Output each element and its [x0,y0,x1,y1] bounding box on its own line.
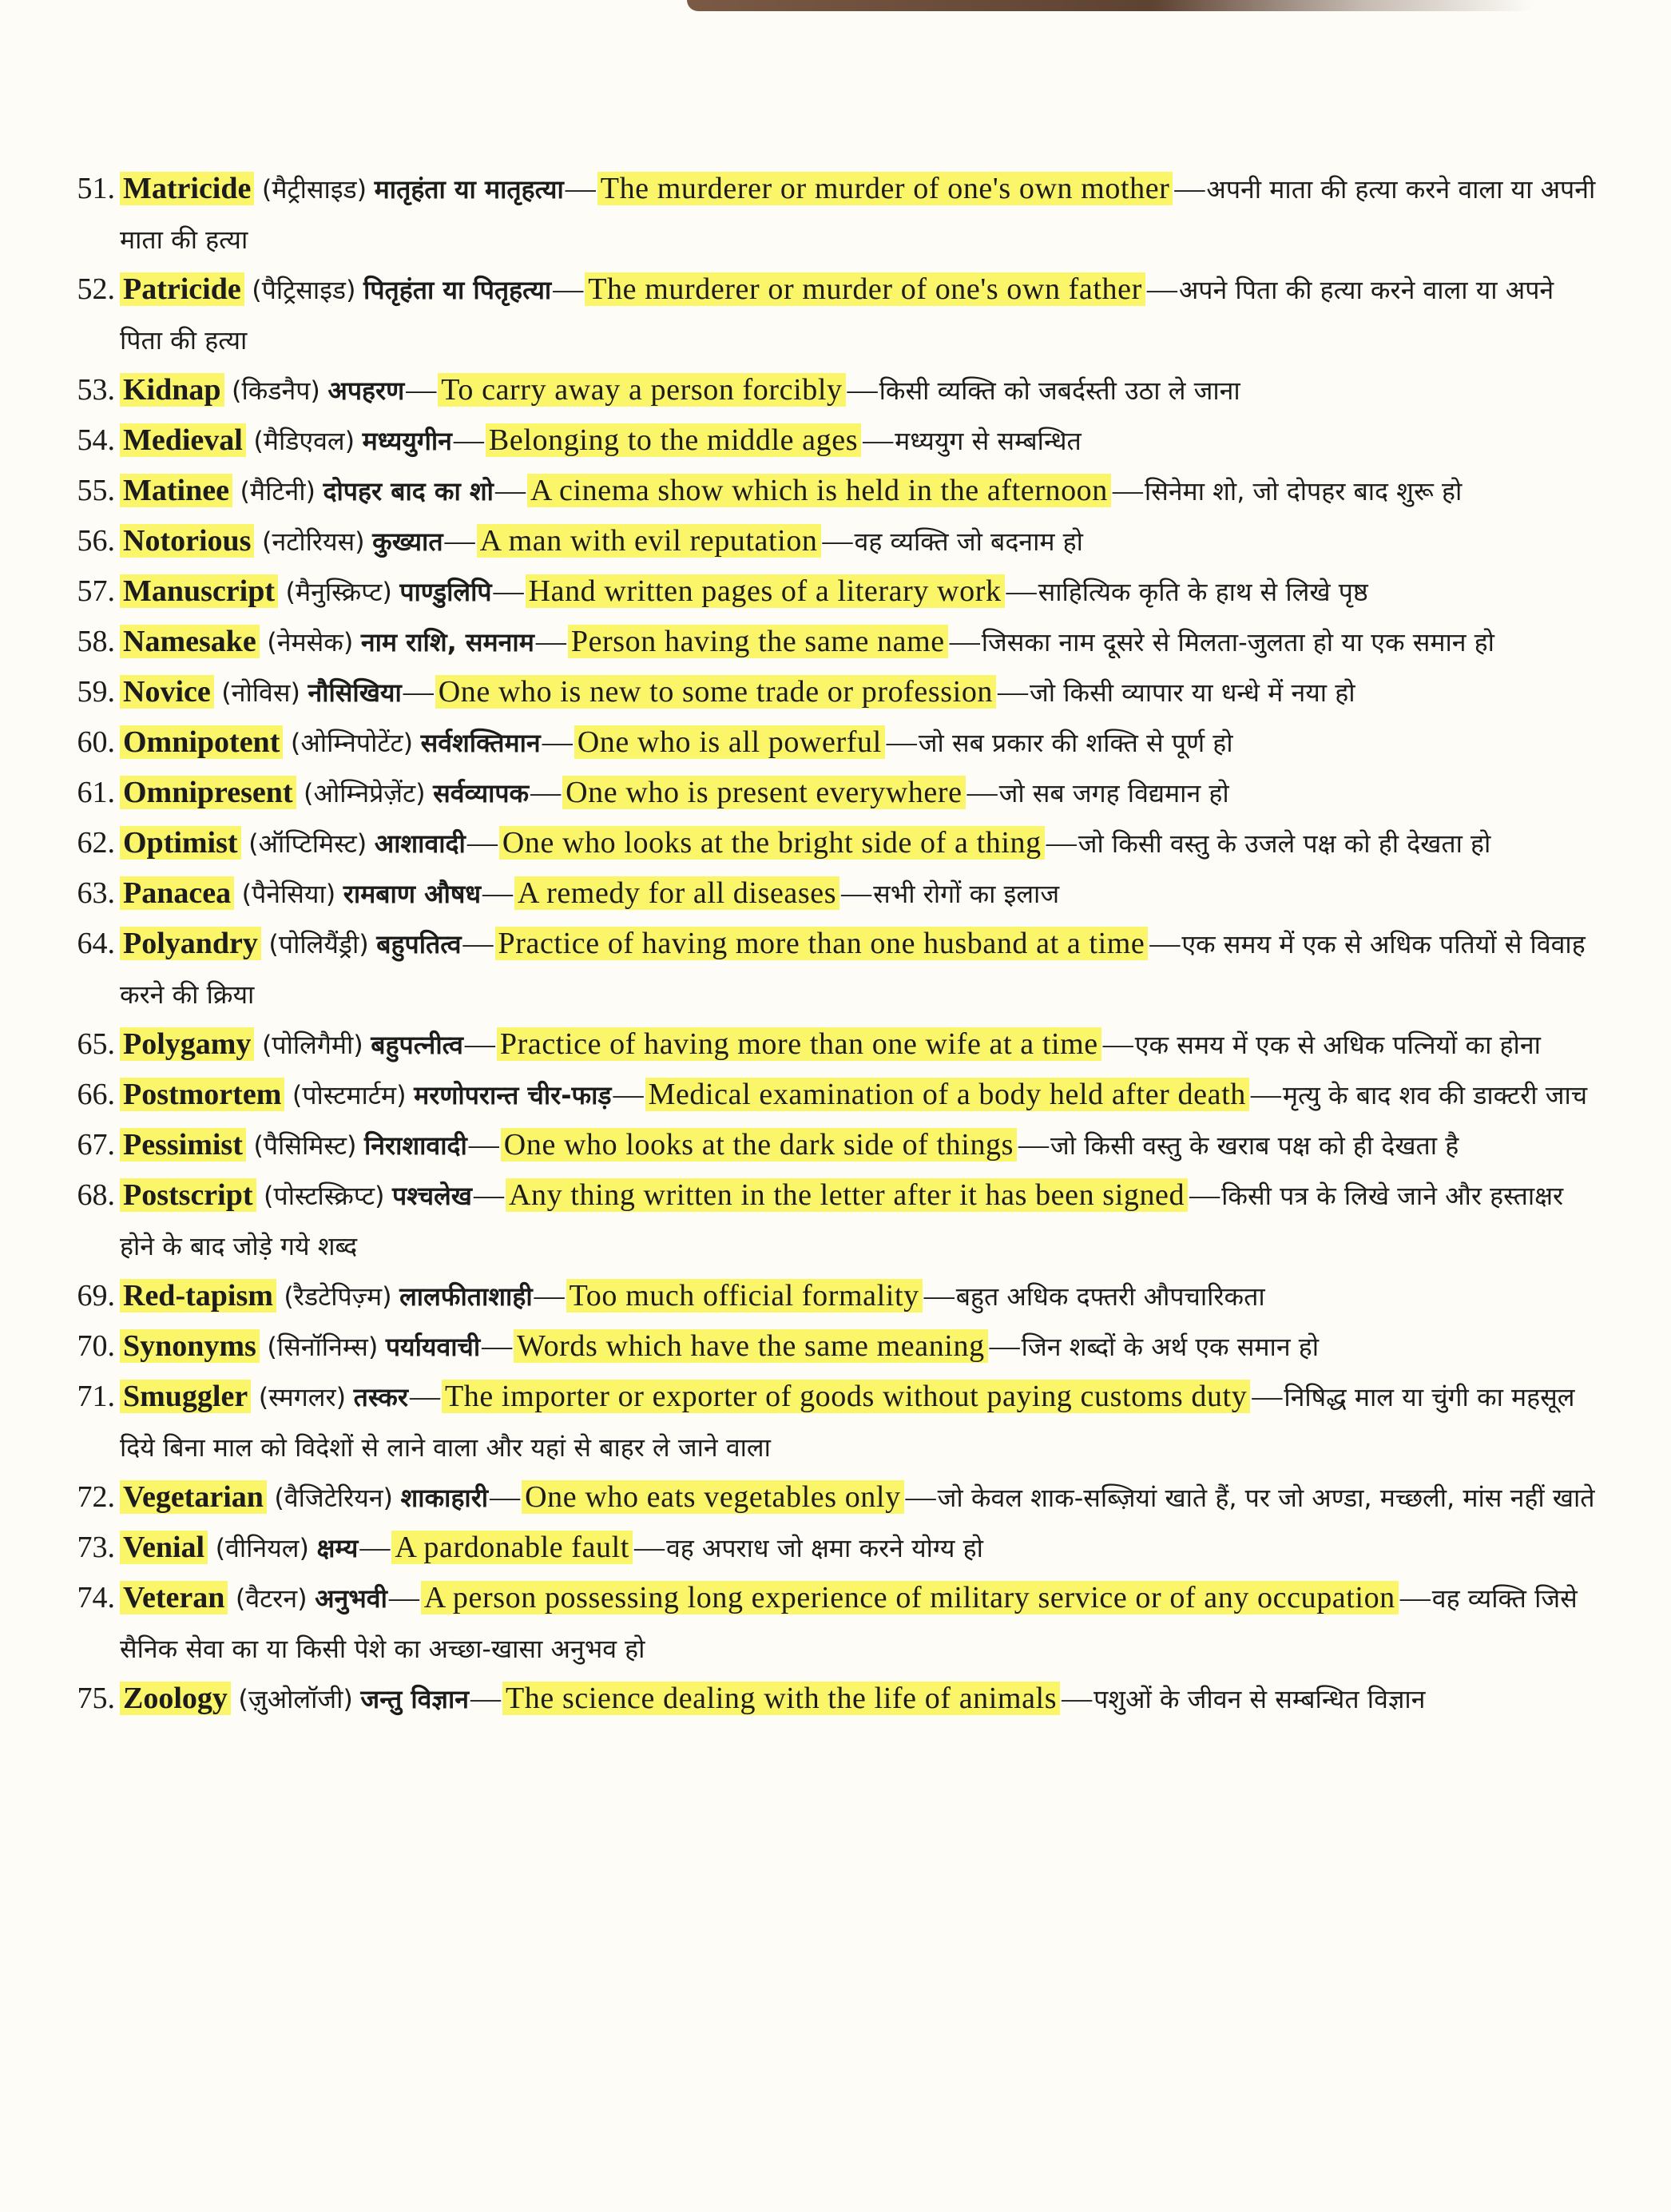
hindi-meaning: जो केवल शाक-सब्ज़ियां खाते हैं, पर जो अण्डा, मच्छली, मांस नहीं खाते [937,1483,1595,1513]
english-word: Veteran [120,1581,228,1614]
dash-separator: — [841,876,872,910]
hindi-meaning: किसी पत्र के लिखे जाने और हस्ताक्षर होने के बाद जोड़े गये शब्द [120,1181,1564,1261]
hindi-meaning: मृत्यु के बाद शव की डाक्टरी जाच [1282,1080,1588,1110]
vocabulary-entry [0,1070,1671,1120]
vocabulary-entry [0,818,1671,868]
dash-separator: — [998,675,1029,709]
dash-separator: — [1250,1078,1281,1111]
hindi-meaning: मध्ययुग से सम्बन्धित [895,426,1082,456]
dash-separator: — [482,1329,513,1363]
english-definition: Medical examination of a body held after death [645,1078,1249,1111]
dash-separator: — [535,625,566,658]
english-word: Smuggler [120,1380,251,1413]
hindi-term: सर्वव्यापक [433,778,530,808]
entry-number: 75. [77,1682,115,1715]
english-word: Polyandry [120,927,261,960]
hindi-term: आशावादी [374,828,466,859]
vocabulary-entry [0,1120,1671,1170]
vocabulary-entry [0,516,1671,566]
pronunciation: (नोविस) [221,677,300,708]
english-word: Medieval [120,423,246,457]
vocabulary-entry [0,1523,1671,1573]
dash-separator: — [1174,172,1205,205]
pronunciation: (मैटिनी) [240,476,316,506]
dash-separator: — [1112,474,1143,507]
entry-number: 59. [77,675,115,709]
entry-number: 71. [77,1380,115,1413]
entry-number: 72. [77,1480,115,1514]
pronunciation: (ज़ुओलॉजी) [238,1684,353,1714]
hindi-term: क्षम्य [316,1533,359,1563]
entry-number: 54. [77,423,115,457]
vocabulary-entry [0,1019,1671,1070]
hindi-meaning: वह व्यक्ति जिसे सैनिक सेवा का या किसी पेशे का अच्छा-खासा अनुभव हो [120,1583,1578,1664]
dash-separator: — [1252,1380,1283,1413]
pronunciation: (ऑप्टिमिस्ट) [248,828,367,859]
vocabulary-entry [0,1472,1671,1523]
english-definition: A remedy for all diseases [514,876,839,910]
english-definition: Any thing written in the letter after it has been signed [506,1178,1188,1212]
english-word: Namesake [120,625,260,658]
entry-number: 74. [77,1581,115,1614]
vocabulary-entry [0,164,1671,264]
hindi-meaning: जो सब प्रकार की शक्ति से पूर्ण हो [918,728,1233,758]
english-word: Manuscript [120,574,278,608]
entry-number: 55. [77,474,115,507]
pronunciation: (मैनुस्क्रिप्ट) [285,577,392,607]
entry-number: 65. [77,1027,115,1061]
english-definition: Too much official formality [566,1279,923,1313]
vocabulary-entry [0,415,1671,466]
english-definition: The murderer or murder of one's own father [585,272,1145,306]
dash-separator: — [923,1279,955,1313]
dash-separator: — [444,524,475,558]
vocabulary-entry [0,919,1671,1019]
dash-separator: — [633,1531,665,1564]
entry-number: 51. [77,172,115,205]
hindi-meaning: पशुओं के जीवन से सम्बन्धित विज्ञान [1093,1684,1426,1714]
pronunciation: (सिनॉनिम्स) [267,1332,379,1362]
hindi-term: लालफीताशाही [399,1281,533,1312]
hindi-meaning: वह व्यक्ति जो बदनाम हो [854,526,1083,557]
pronunciation: (किडनैप) [232,375,320,406]
english-definition: The importer or exporter of goods without paying customs duty [442,1380,1250,1413]
dash-separator: — [468,1128,499,1162]
dash-separator: — [359,1531,391,1564]
entry-number: 68. [77,1178,115,1212]
dash-separator: — [388,1581,419,1614]
hindi-term: पर्यायवाची [385,1332,481,1362]
pronunciation: (मैट्रीसाइड) [261,174,367,205]
english-definition: One who looks at the dark side of things [501,1128,1017,1162]
vocabulary-entry [0,1321,1671,1372]
vocabulary-entry [0,868,1671,919]
english-definition: A man with evil reputation [477,524,821,558]
english-word: Venial [120,1531,208,1564]
english-definition: A cinema show which is held in the afternoon [527,474,1111,507]
dash-separator: — [822,524,853,558]
vocabulary-entry [0,264,1671,365]
english-word: Kidnap [120,373,224,407]
pronunciation: (नेमसेक) [267,627,354,657]
vocabulary-entry [0,365,1671,415]
hindi-meaning: अपने पिता की हत्या करने वाला या अपने पिता की हत्या [120,275,1554,355]
hindi-meaning: जिसका नाम दूसरे से मिलता-जुलता हो या एक समान हो [981,627,1494,657]
entry-number: 63. [77,876,115,910]
vocabulary-entry [0,466,1671,516]
english-word: Synonyms [120,1329,260,1363]
english-definition: The science dealing with the life of animals [502,1682,1060,1715]
english-word: Matinee [120,474,232,507]
hindi-term: जन्तु विज्ञान [360,1684,469,1714]
english-word: Pessimist [120,1128,246,1162]
vocabulary-entry [0,768,1671,818]
hindi-term: निराशावादी [363,1130,467,1161]
dash-separator: — [847,373,878,407]
english-word: Novice [120,675,214,709]
dash-separator: — [542,725,573,759]
dash-separator: — [565,172,596,205]
english-definition: To carry away a person forcibly [438,373,845,407]
english-definition: One who eats vegetables only [522,1480,904,1514]
vocabulary-entry [0,566,1671,617]
hindi-term: दोपहर बाद का शो [323,476,494,506]
hindi-term: मातृहंता या मातृहत्या [374,174,564,205]
entry-number: 73. [77,1531,115,1564]
entry-number: 64. [77,927,115,960]
vocabulary-entry [0,1573,1671,1674]
english-word: Vegetarian [120,1480,267,1514]
hindi-meaning: किसी व्यक्ति को जबर्दस्ती उठा ले जाना [879,375,1240,406]
dash-separator: — [949,625,980,658]
pronunciation: (पैसिमिस्ट) [253,1130,357,1161]
dash-separator: — [462,927,494,960]
hindi-meaning: बहुत अधिक दफ्तरी औपचारिकता [955,1281,1265,1312]
hindi-meaning: निषिद्ध माल या चुंगी का महसूल दिये बिना माल को विदेशों से लाने वाला और यहां से बाहर ले जाने वाला [120,1382,1575,1463]
english-definition: A pardonable fault [391,1531,633,1564]
english-word: Red-tapism [120,1279,276,1313]
dash-separator: — [1146,272,1177,306]
pronunciation: (ओम्निपोटेंट) [290,728,414,758]
pronunciation: (मैडिएवल) [253,426,355,456]
dash-separator: — [613,1078,644,1111]
hindi-meaning: वह अपराध जो क्षमा करने योग्य हो [665,1533,983,1563]
pronunciation: (नटोरियस) [261,526,365,557]
entry-number: 53. [77,373,115,407]
dash-separator: — [1399,1581,1431,1614]
vocabulary-entry [0,667,1671,717]
english-word: Patricide [120,272,244,306]
hindi-term: तस्कर [353,1382,408,1412]
dash-separator: — [1062,1682,1093,1715]
hindi-term: शाकाहारी [400,1483,489,1513]
english-word: Panacea [120,876,234,910]
english-word: Polygamy [120,1027,254,1061]
vocabulary-entry [0,617,1671,667]
hindi-term: बहुपतित्व [376,929,462,959]
dash-separator: — [494,474,526,507]
pronunciation: (वैटरन) [235,1583,308,1614]
hindi-meaning: सिनेमा शो, जो दोपहर बाद शुरू हो [1144,476,1463,506]
hindi-term: पितृहंता या पितृहत्या [363,275,552,305]
pronunciation: (पैनेसिया) [241,879,336,909]
dash-separator: — [1102,1027,1133,1061]
entry-number: 61. [77,776,115,809]
english-word: Optimist [120,826,241,860]
hindi-term: मरणोपरान्त चीर-फाड़ [414,1080,612,1110]
english-definition: Belonging to the middle ages [486,423,861,457]
dash-separator: — [473,1178,504,1212]
dash-separator: — [470,1682,501,1715]
dash-separator: — [966,776,998,809]
english-definition: One who is present everywhere [562,776,965,809]
english-word: Omnipresent [120,776,296,809]
entry-number: 52. [77,272,115,306]
entry-number: 66. [77,1078,115,1111]
hindi-meaning: सभी रोगों का इलाज [873,879,1060,909]
hindi-meaning: जिन शब्दों के अर्थ एक समान हो [1021,1332,1320,1362]
english-definition: One who is all powerful [574,725,885,759]
dash-separator: — [490,1480,521,1514]
entry-number: 69. [77,1279,115,1313]
pronunciation: (रैडटेपिज़्म) [284,1281,392,1312]
hindi-term: पश्चलेख [392,1181,472,1211]
hindi-meaning: जो सब जगह विद्यमान हो [998,778,1229,808]
hindi-meaning: एक समय में एक से अधिक पत्नियों का होना [1134,1030,1541,1060]
entry-number: 57. [77,574,115,608]
hindi-term: कुख्यात [372,526,443,557]
pronunciation: (पोलिगैमी) [261,1030,363,1060]
english-definition: Hand written pages of a literary work [526,574,1005,608]
pronunciation: (वीनियल) [215,1533,309,1563]
english-definition: A person possessing long experience of military service or of any occupation [421,1581,1399,1614]
pronunciation: (वैजिटेरियन) [274,1483,394,1513]
hindi-meaning: जो किसी वस्तु के खराब पक्ष को ही देखता है [1050,1130,1459,1161]
english-definition: The murderer or murder of one's own mother [597,172,1173,205]
hindi-meaning: अपनी माता की हत्या करने वाला या अपनी माता की हत्या [120,174,1596,255]
pronunciation: (पोस्टस्क्रिप्ट) [264,1181,385,1211]
dash-separator: — [534,1279,565,1313]
entry-number: 70. [77,1329,115,1363]
hindi-term: रामबाण औषध [343,879,482,909]
dash-separator: — [989,1329,1020,1363]
dash-separator: — [1018,1128,1050,1162]
hindi-term: मध्ययुगीन [362,426,452,456]
english-word: Matricide [120,172,254,205]
hindi-term: सर्वशक्तिमान [420,728,541,758]
hindi-term: नौसिखिया [308,677,402,708]
pronunciation: (पोस्टमार्टम) [292,1080,407,1110]
dash-separator: — [1189,1178,1221,1212]
dash-separator: — [409,1380,440,1413]
hindi-meaning: जो किसी व्यापार या धन्धे में नया हो [1030,677,1355,708]
dash-separator: — [1006,574,1037,608]
dash-separator: — [406,373,437,407]
entry-number: 60. [77,725,115,759]
dash-separator: — [905,1480,936,1514]
vocabulary-entry [0,1170,1671,1271]
dash-separator: — [1046,826,1077,860]
vocabulary-entry [0,1372,1671,1472]
vocabulary-entry [0,717,1671,768]
english-word: Postmortem [120,1078,284,1111]
dash-separator: — [482,876,514,910]
english-definition: Person having the same name [568,625,948,658]
vocabulary-entry [0,1674,1671,1724]
hindi-term: अपहरण [327,375,405,406]
pronunciation: (ओम्निप्रेज़ेंट) [304,778,426,808]
hindi-term: बहुपत्नीत्व [371,1030,463,1060]
vocabulary-entry [0,1271,1671,1321]
english-word: Notorious [120,524,254,558]
hindi-term: नाम राशि, समनाम [360,627,534,657]
dash-separator: — [530,776,562,809]
pronunciation: (स्मगलर) [258,1382,347,1412]
hindi-term: अनुभवी [315,1583,387,1614]
dash-separator: — [1149,927,1181,960]
dash-separator: — [466,826,498,860]
dash-separator: — [863,423,894,457]
hindi-term: पाण्डुलिपि [399,577,492,607]
english-definition: Practice of having more than one wife at a time [497,1027,1101,1061]
dash-separator: — [493,574,524,608]
vocabulary-list [0,164,1671,1724]
english-word: Postscript [120,1178,256,1212]
hindi-meaning: साहित्यिक कृति के हाथ से लिखे पृष्ठ [1038,577,1368,607]
english-definition: One who looks at the bright side of a thing [499,826,1045,860]
torn-page-edge [687,0,1534,11]
english-definition: One who is new to some trade or profession [435,675,996,709]
entry-number: 58. [77,625,115,658]
hindi-meaning: एक समय में एक से अधिक पतियों से विवाह करने की क्रिया [120,929,1586,1010]
pronunciation: (पोलियैंड्री) [268,929,369,959]
english-definition: Practice of having more than one husband at a time [495,927,1149,960]
entry-number: 56. [77,524,115,558]
hindi-meaning: जो किसी वस्तु के उजले पक्ष को ही देखता हो [1078,828,1491,859]
english-word: Omnipotent [120,725,283,759]
english-definition: Words which have the same meaning [514,1329,988,1363]
dash-separator: — [403,675,434,709]
english-word: Zoology [120,1682,231,1715]
entry-number: 62. [77,826,115,860]
pronunciation: (पैट्रिसाइड) [252,275,356,305]
dash-separator: — [453,423,484,457]
dash-separator: — [553,272,584,306]
dash-separator: — [464,1027,495,1061]
dash-separator: — [886,725,917,759]
entry-number: 67. [77,1128,115,1162]
